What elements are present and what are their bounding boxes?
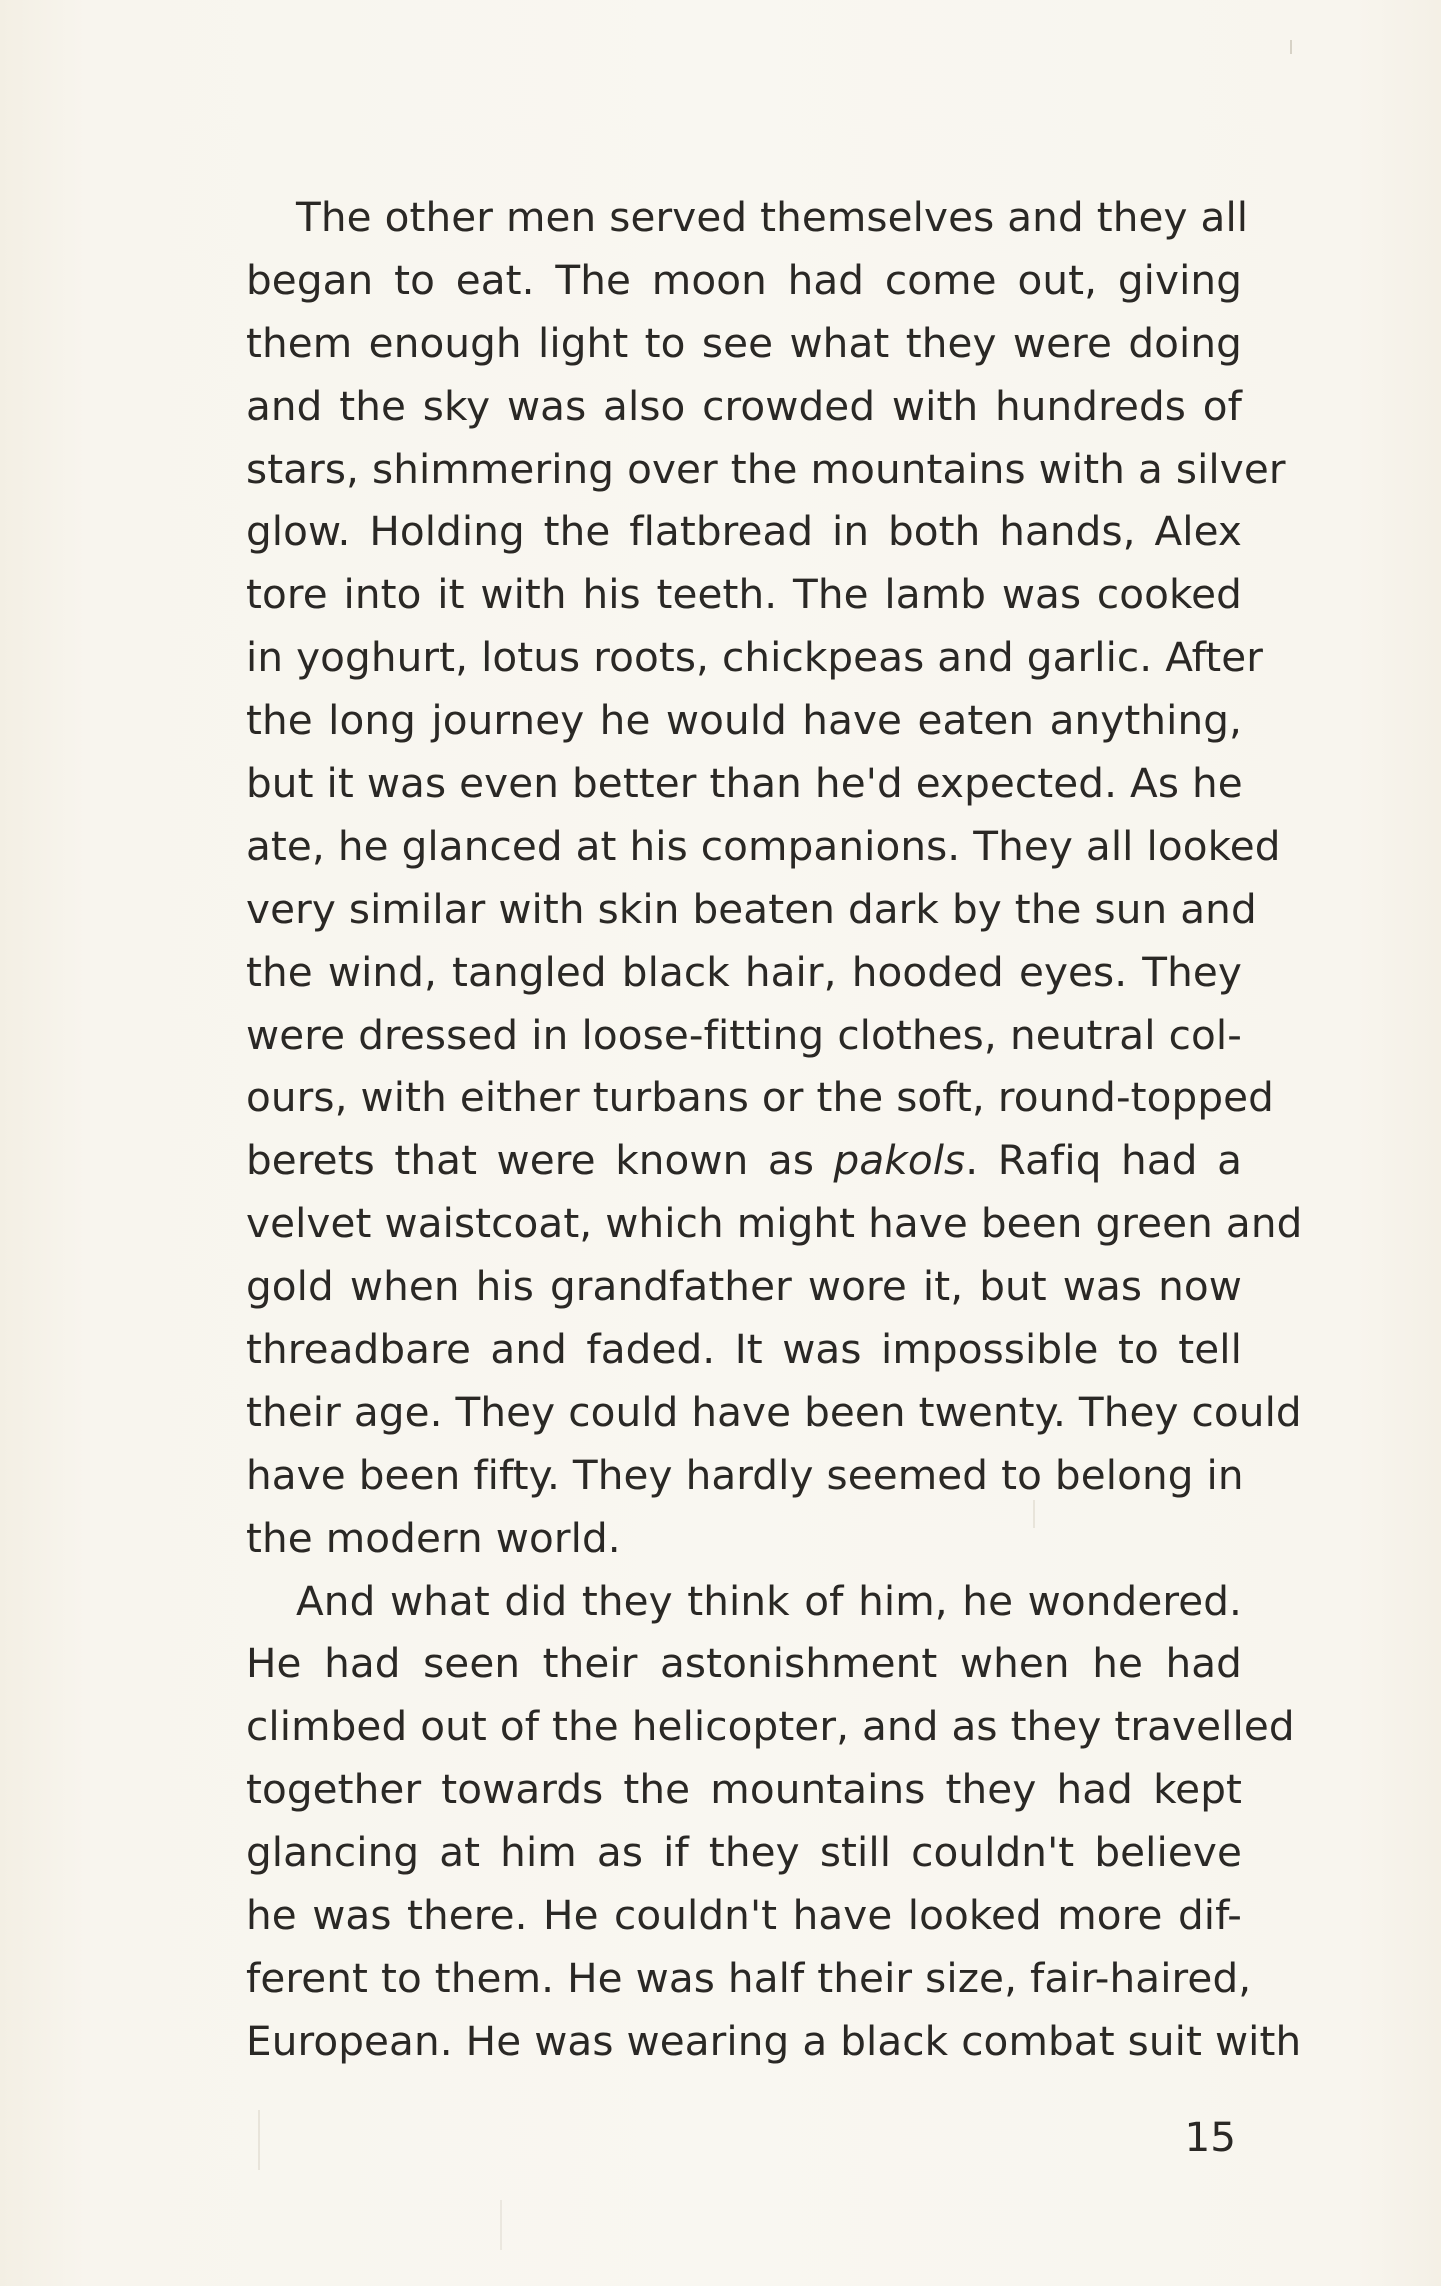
text-line: gold when his grandfather wore it, but was now — [246, 1262, 1242, 1311]
text-line: ate, he glanced at his companions. They all looked — [246, 821, 1281, 870]
text-line: the modern world. — [246, 1513, 621, 1562]
text-line: velvet waistcoat, which might have been green and — [246, 1199, 1303, 1248]
text-line: He had seen their astonishment when he had — [246, 1639, 1242, 1688]
text-line-with-italic — [246, 1129, 1242, 1192]
paragraph-1 — [246, 186, 1303, 1570]
text-line: in yoghurt, lotus roots, chickpeas and garlic. After — [246, 633, 1264, 682]
text-line: their age. They could have been twenty. They could — [246, 1387, 1302, 1436]
paper-speck — [500, 2200, 502, 2250]
paragraph-2 — [246, 1570, 1302, 2073]
text-line: began to eat. The moon had come out, giving — [246, 255, 1242, 304]
text-line: the long journey he would have eaten anything, — [246, 696, 1242, 745]
text-line: the wind, tangled black hair, hooded eyes. They — [246, 947, 1242, 996]
paper-speck — [258, 2110, 260, 2170]
text-line: he was there. He couldn't have looked more dif- — [246, 1891, 1242, 1940]
text-run: berets that were known as — [246, 1136, 834, 1185]
text-line: threadbare and faded. It was impossible to tell — [246, 1325, 1242, 1374]
text-line: glancing at him as if they still couldn't believe — [246, 1828, 1242, 1877]
text-line: glow. Holding the flatbread in both hands, Alex — [246, 507, 1242, 556]
text-line: stars, shimmering over the mountains with a silver — [246, 444, 1286, 493]
italic-word-pakols: pakols — [833, 1136, 966, 1185]
text-line: have been fifty. They hardly seemed to belong in — [246, 1450, 1244, 1499]
text-line: ours, with either turbans or the soft, round-topped — [246, 1073, 1274, 1122]
text-line: tore into it with his teeth. The lamb was cooked — [246, 570, 1242, 619]
text-line: but it was even better than he'd expected. As he — [246, 759, 1243, 808]
text-line: ferent to them. He was half their size, fair-haired, — [246, 1953, 1252, 2002]
text-line: them enough light to see what they were doing — [246, 318, 1242, 367]
text-line: And what did they think of him, he wondered. — [296, 1576, 1242, 1625]
text-line: and the sky was also crowded with hundreds of — [246, 381, 1242, 430]
text-line: The other men served themselves and they all — [296, 193, 1249, 241]
page-number: 15 — [1184, 2113, 1236, 2161]
text-line: climbed out of the helicopter, and as they travelled — [246, 1702, 1295, 1751]
text-line: were dressed in loose-fitting clothes, neutral col- — [246, 1010, 1242, 1059]
text-line: very similar with skin beaten dark by the sun and — [246, 884, 1257, 933]
paper-speck — [1290, 40, 1292, 54]
text-line: together towards the mountains they had kept — [246, 1765, 1242, 1814]
text-run: . Rafiq had a — [965, 1136, 1242, 1185]
body-text — [246, 186, 1303, 2073]
text-line: European. He was wearing a black combat suit with — [246, 2016, 1302, 2065]
